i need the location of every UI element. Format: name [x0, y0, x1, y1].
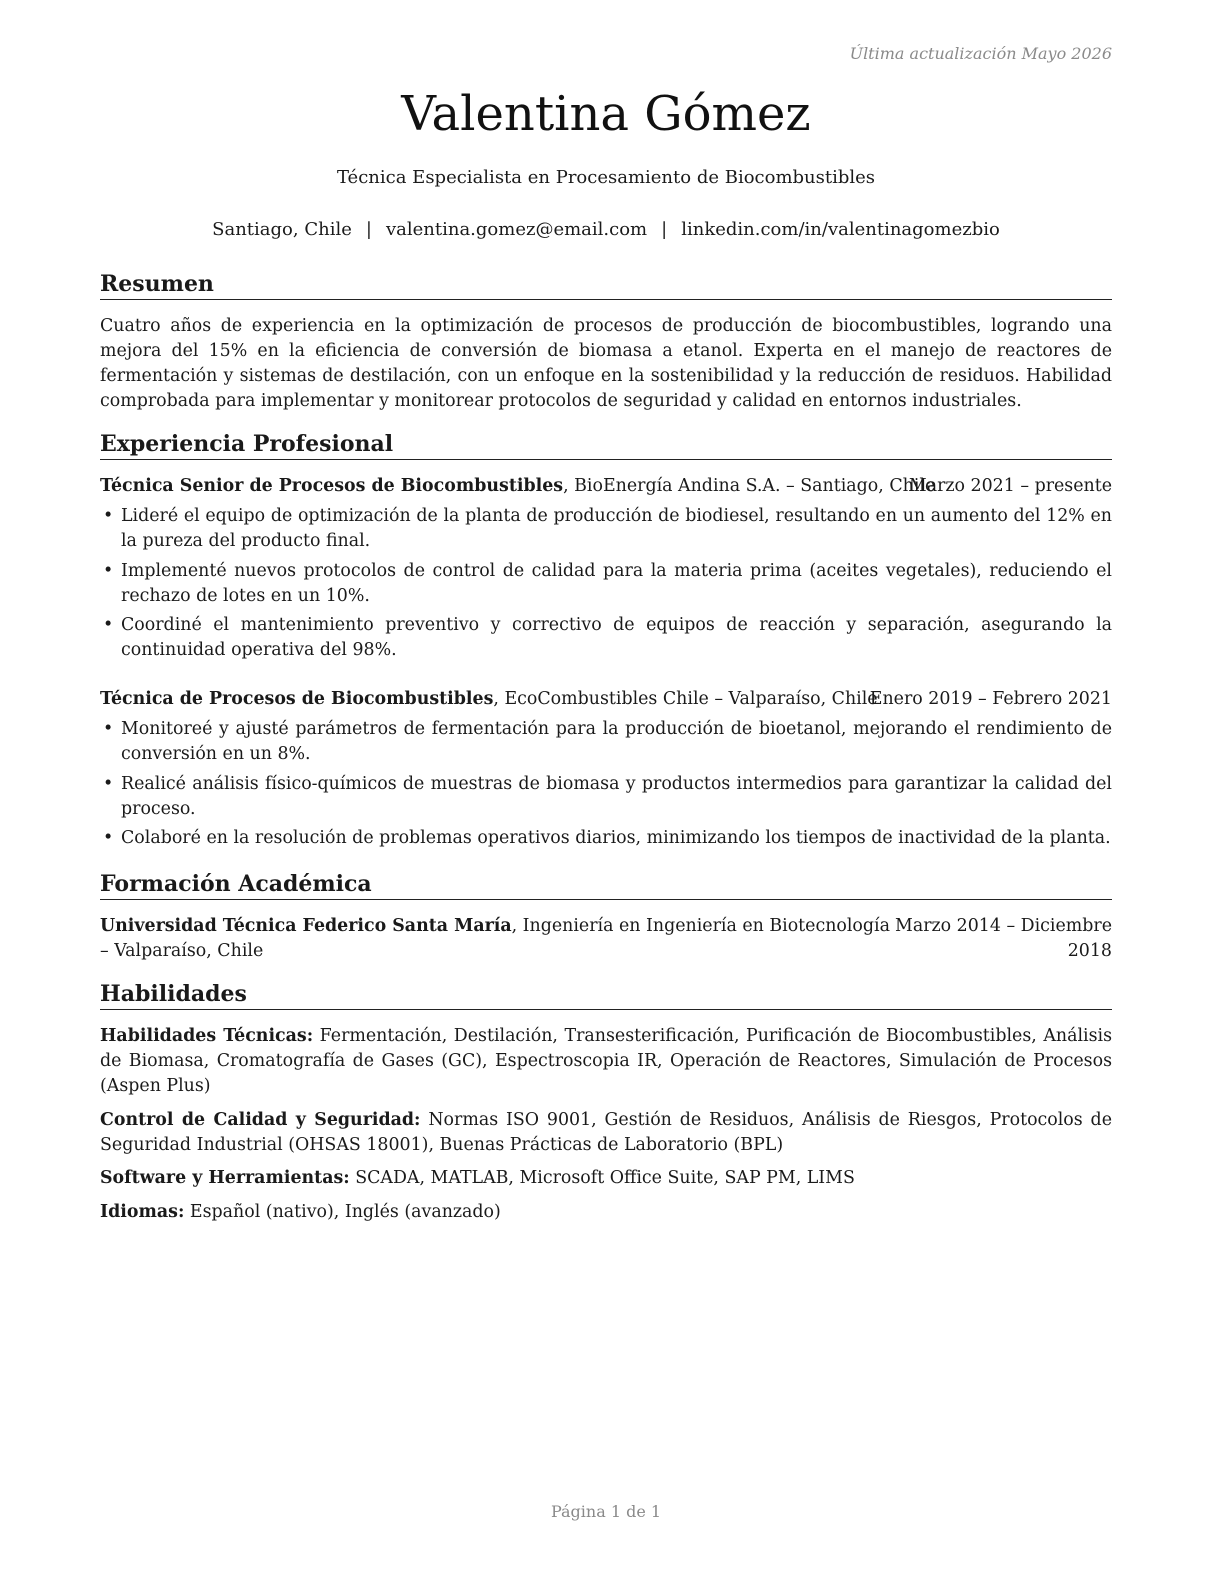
education-institution: Universidad Técnica Federico Santa María	[100, 916, 512, 936]
contact-separator: |	[365, 219, 372, 240]
contact-separator: |	[661, 219, 668, 240]
skill-value: Fermentación, Destilación, Transesterificación, Purificación de Biocombustibles, Análisis de Biomasa, Cromatografía de Gases (GC), Espectroscopia IR, Operación de Reactores, Simulación de Procesos (Aspen Plus)	[100, 1026, 1112, 1096]
job-role: Técnica de Procesos de Biocombustibles	[100, 689, 494, 709]
bullet-text: Implementé nuevos protocolos de control de calidad para la materia prima (aceites vegetales), reduciendo el rechazo de lotes en un 10%.	[121, 560, 1112, 606]
skill-value: Español (nativo), Inglés (avanzado)	[184, 1202, 501, 1222]
job-dates: Marzo 2021 – presente	[908, 476, 1112, 496]
last-updated: Última actualización Mayo 2026	[849, 44, 1112, 63]
bullet-icon: •	[103, 828, 114, 849]
bullet-text: Colaboré en la resolución de problemas operativos diarios, minimizando los tiempos de inactividad de la planta.	[121, 828, 1111, 849]
job-company: , BioEnergía Andina S.A. – Santiago, Chile	[563, 476, 936, 496]
skill-label: Software y Herramientas:	[100, 1168, 350, 1188]
contact-line	[100, 219, 1112, 240]
education-dates: Marzo 2014 – Diciembre 2018	[895, 916, 1112, 961]
bullet-icon: •	[103, 615, 114, 636]
list-item	[100, 717, 1112, 767]
job-header	[100, 687, 1112, 712]
job-role: Técnica Senior de Procesos de Biocombustibles	[100, 476, 564, 496]
section-heading-skills: Habilidades	[100, 980, 1112, 1010]
skill-label: Idiomas:	[100, 1202, 185, 1222]
section-heading-education: Formación Académica	[100, 870, 1112, 900]
section-heading-experience: Experiencia Profesional	[100, 430, 1112, 460]
skill-group	[100, 1200, 1112, 1225]
skill-group	[100, 1024, 1112, 1099]
list-item	[100, 559, 1112, 609]
skill-value: SCADA, MATLAB, Microsoft Office Suite, SAP PM, LIMS	[349, 1168, 855, 1188]
job-bullets	[100, 504, 1112, 668]
bullet-icon: •	[103, 773, 114, 794]
bullet-icon: •	[103, 560, 114, 581]
list-item	[100, 613, 1112, 663]
candidate-name: Valentina Gómez	[401, 86, 811, 142]
bullet-text: Coordiné el mantenimiento preventivo y correctivo de equipos de reacción y separación, asegurando la continuidad operativa del 98%.	[121, 615, 1112, 661]
skill-value: Normas ISO 9001, Gestión de Residuos, Análisis de Riesgos, Protocolos de Seguridad Industrial (OHSAS 18001), Buenas Prácticas de Laboratorio (BPL)	[100, 1110, 1112, 1155]
bullet-text: Realicé análisis físico-químicos de muestras de biomasa y productos intermedios para garantizar la calidad del proceso.	[121, 773, 1112, 819]
bullet-icon: •	[103, 719, 114, 739]
skill-group	[100, 1108, 1112, 1158]
skill-label: Control de Calidad y Seguridad:	[100, 1110, 421, 1130]
list-item	[100, 826, 1112, 851]
candidate-title: Técnica Especialista en Procesamiento de Biocombustibles	[336, 167, 876, 188]
education-degree: , Ingeniería en Ingeniería en Biotecnología – Valparaíso, Chile	[100, 916, 890, 961]
contact-linkedin[interactable]: linkedin.com/in/valentinagomezbio	[681, 219, 1000, 240]
contact-location: Santiago, Chile	[212, 219, 352, 240]
section-heading-summary: Resumen	[100, 270, 1112, 300]
page-number: Página 1 de 1	[550, 1502, 662, 1521]
list-item	[100, 504, 1112, 554]
job-company: , EcoCombustibles Chile – Valparaíso, Chile	[493, 689, 878, 709]
job-bullets	[100, 717, 1112, 856]
education-main	[100, 914, 890, 964]
contact-email[interactable]: valentina.gomez@email.com	[385, 219, 648, 240]
summary-text: Cuatro años de experiencia en la optimización de procesos de producción de biocombustibles, logrando una mejora del 15% en la eficiencia de conversión de biomasa a etanol. Experta en el manejo de reactores de fermentación y sistemas de destilación, con un enfoque en la sostenibilidad y la reducción de residuos. Habilidad comprobada para implementar y monitorear protocolos de seguridad y calidad en entornos industriales.	[100, 316, 1112, 411]
skill-group	[100, 1166, 1112, 1191]
bullet-text: Monitoreé y ajusté parámetros de fermentación para la producción de bioetanol, mejorando el rendimiento de conversión en un 8%.	[121, 719, 1112, 764]
resume-page	[100, 0, 1112, 1584]
bullet-text: Lideré el equipo de optimización de la planta de producción de biodiesel, resultando en un aumento del 12% en la pureza del producto final.	[121, 506, 1112, 551]
skill-label: Habilidades Técnicas:	[100, 1026, 314, 1046]
bullet-icon: •	[103, 506, 114, 526]
job-header	[100, 474, 1112, 499]
list-item	[100, 772, 1112, 822]
job-dates: Enero 2019 – Febrero 2021	[869, 689, 1112, 709]
